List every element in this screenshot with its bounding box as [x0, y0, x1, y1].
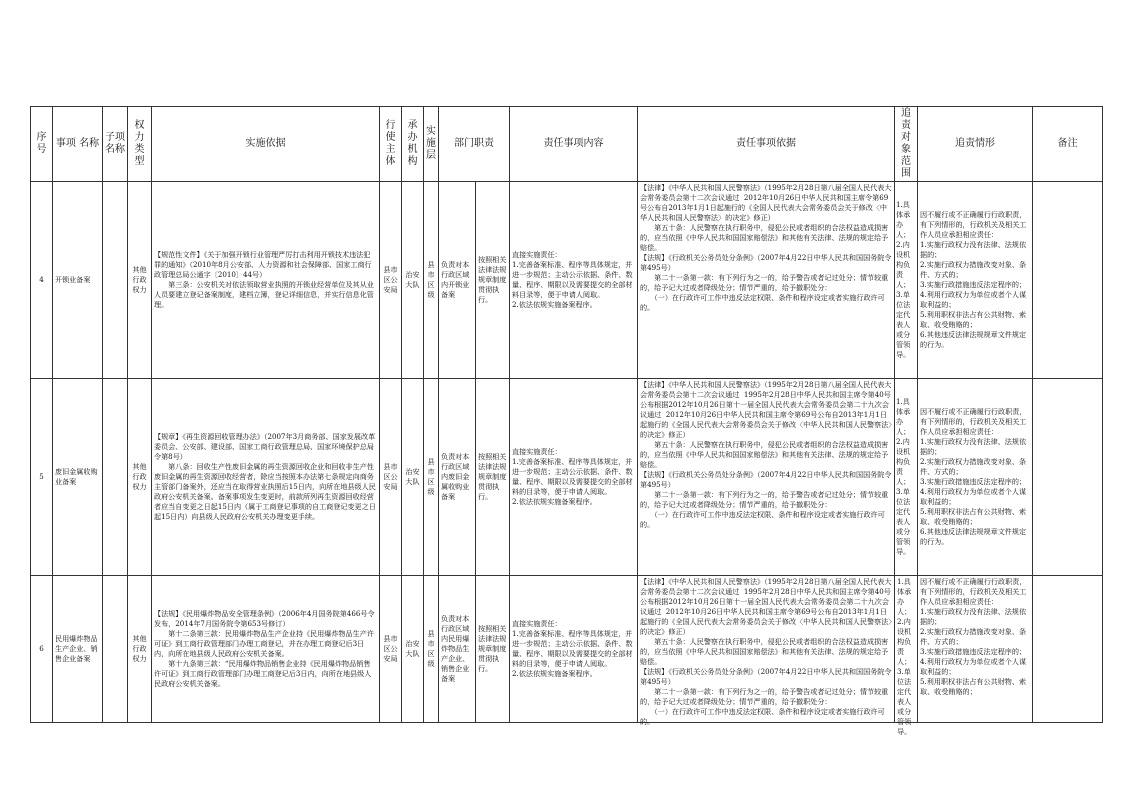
header-accountability: 追责情形 [918, 107, 1033, 182]
row-resp-basis [638, 379, 895, 576]
row-resp-basis-text: 【法律】《中华人民共和国人民警察法》（1995年2月28日第八届全国人民代表大会常务委员会第十二次会议通过 1995年2月28日中华人民共和国主席令第40号公布根据2012年10月26日第十一届全国人民代表大会常务委员会第二十九次会议通过 2012年10月26日中华人民共和国主席令第69号公布自2013年1月1日起施行的《全国人民代表大会常务委员会关于修改〈中华人民共和国人民警察法〉的决定》修正） 第五十条：人民警察在执行职务中，侵犯公民或者组织的合法权益造成损害的，应当依照《中华人民共和国国家赔偿法》和其他有关法律、法规的规定给予赔偿。 【法规】《行政机关公务员处分条例》（2007年4月22日中华人民共和国国务院令第495号） 第二十一条第一款：有下列行为之一的，给予警告或者记过处分；情节较重的，给予记大过或者降级处分；情节严重的，给予撤职处分： （一）在行政许可工作中违反法定权限、条件和程序设定或者实施行政许可的。 [640, 380, 892, 529]
row-power-type: 其他行政权力 [128, 379, 152, 576]
header-row [31, 107, 1103, 182]
row-sub-item [103, 182, 128, 379]
row-power-type: 其他行政权力 [128, 182, 152, 379]
header-remarks: 备注 [1033, 107, 1103, 182]
header-scope: 追责对象范围 [895, 107, 918, 182]
row-duty: 负责对本行政区域内废旧金属收购业备案 [439, 379, 476, 576]
row-sub-item [103, 379, 128, 576]
row-responsibility: 直接实施责任： 1.完善备案标准、程序等具体规定，并进一步规范；主动公示依据、条件、数量、程序、期限以及需要提交的全部材料的目录等，便于申请人阅取。 2.依法依规实施备案程序。 [510, 576, 638, 723]
header-power-type: 权力类型 [128, 107, 152, 182]
row-index: 6 [31, 576, 53, 723]
header-basis: 实施依据 [152, 107, 380, 182]
header-index: 序号 [31, 107, 53, 182]
row-resp-basis-text: 【法律】《中华人民共和国人民警察法》（1995年2月28日第八届全国人民代表大会常务委员会第十二次会议通过 1995年2月28日中华人民共和国主席令第40号公布根据2012年10月26日第十一届全国人民代表大会常务委员会第二十九次会议通过 2012年10月26日中华人民共和国主席令第69号公布自2013年1月1日起施行的《全国人民代表大会常务委员会关于修改〈中华人民共和国人民警察法〉的决定》修正） 第五十条：人民警察在执行职务中，侵犯公民或者组织的合法权益造成损害的，应当依照《中华人民共和国国家赔偿法》和其他有关法律、法规的规定给予赔偿。 【法规】《行政机关公务员处分条例》（2007年4月22日中华人民共和国国务院令第495号） 第二十一条第一款：有下列行为之一的，给予警告或者记过处分；情节较重的，给予记大过或者降级处分；情节严重的，给予撤职处分： （一）在行政许可工作中违反法定权限、条件和程序设定或者实施行政许可的。 [640, 577, 892, 726]
row-responsibility: 直接实施责任： 1.完善备案标准、程序等具体规定，并进一步规范；主动公示依据、条件、数量、程序、期限以及需要提交的全部材料目录等，便于申请人阅取。 2.依法依规实施备案程序。 [510, 182, 638, 379]
row-scope-text: 1.具体承办人； 2.内设机构负责人； 3.单位法定代表人或分管领导。 [897, 577, 912, 736]
row-duty-execution: 按照相关法律法规规章制度贯彻执行。 [476, 576, 510, 723]
row-scope [895, 576, 918, 736]
header-item-name: 事项 名称 [53, 107, 103, 182]
row-item-name: 废旧金属收购业备案 [53, 379, 103, 576]
row-agency: 治安大队 [402, 182, 424, 379]
row-subject: 县市区公安局 [380, 576, 402, 723]
row-level: 县市区级 [424, 182, 439, 379]
row-accountability: 因不履行或不正确履行行政职责，有下列情形的，行政机关及相关工作人员应承担相应责任： 1.实施行政权力没有法律、法规依据的； 2.实施行政权力措施改变对象、条件、方式的； 3.实施行政措施违反法定程序的； 4.利用行政权力为单位或者个人谋取利益的； 5.利用职权非法占有公共财物、索取、收受贿赂的； 6.其他违反法律法规规章文件规定的行为。 [918, 182, 1033, 379]
header-subject: 行使主体 [380, 107, 402, 182]
row-resp-basis [638, 182, 895, 379]
header-duty: 部门职责 [439, 107, 510, 182]
row-item-name: 民用爆炸物品生产企业、销售企业备案 [53, 576, 103, 723]
power-list-table [30, 106, 1103, 736]
row-resp-basis-text: 【法律】《中华人民共和国人民警察法》（1995年2月28日第八届全国人民代表大会常务委员会第十二次会议通过 2012年10月26日中华人民共和国主席令第69号公布自2013年1月1日起施行的《全国人民代表大会常务委员会关于修改〈中华人民共和国人民警察法〉的决定》修正） 第五十条：人民警察在执行职务中，侵犯公民或者组织的合法权益造成损害的，应当依照《中华人民共和国国家赔偿法》和其他有关法律、法规的规定给予赔偿。 【法规】《行政机关公务员处分条例》（2007年4月22日中华人民共和国国务院令第495号） 第二十一条第一款：有下列行为之一的，给予警告或者记过处分；情节较重的，给予记大过或者降级处分；情节严重的，给予撤职处分： （一）在行政许可工作中违反法定权限、条件和程序设定或者实施行政许可的。 [640, 183, 892, 312]
row-accountability [918, 576, 1033, 723]
table-row [31, 379, 1103, 576]
header-agency: 承办机构 [402, 107, 424, 182]
row-scope: 1.具体承办人； 2.内设机构负责人； 3.单位法定代表人或分管领导。 [895, 379, 918, 576]
row-level: 县市区级 [424, 379, 439, 576]
table-row [31, 182, 1103, 379]
row-accountability: 因不履行或不正确履行行政职责，有下列情形的，行政机关及相关工作人员应承担相应责任： 1.实施行政权力没有法律、法规依据的； 2.实施行政权力措施改变对象、条件、方式的； 3.实施行政措施违反法定程序的； 4.利用行政权力为单位或者个人谋取利益的； 5.利用职权非法占有公共财物、索取、收受贿赂的； 6.其他违反法律法规规章文件规定的行为。 [918, 379, 1033, 576]
header-sub-item: 子项名称 [103, 107, 128, 182]
row-subject: 县市区公安局 [380, 379, 402, 576]
row-level: 县市区级 [424, 576, 439, 723]
row-power-type: 其他行政权力 [128, 576, 152, 723]
row-agency: 治安大队 [402, 379, 424, 576]
header-resp-basis: 责任事项依据 [638, 107, 895, 182]
row-duty-execution: 按照相关法律法规规章制度贯彻执行。 [476, 379, 510, 576]
row-accountability-text: 因不履行或不正确履行行政职责，有下列情形的，行政机关及相关工作人员应承担相应责任： 1.实施行政权力没有法律、法规依据的； 2.实施行政权力措施改变对象、条件、方式的； 3.实施行政措施违反法定程序的； 4.利用行政权力为单位或者个人谋取利益的； 5.利用职权非法占有公共财物、索取、收受贿赂的； [920, 577, 1027, 696]
row-index: 5 [31, 379, 53, 576]
table-row [31, 576, 1103, 723]
row-duty: 负责对本行政区域内开锁业备案 [439, 182, 476, 379]
row-remarks [1033, 576, 1103, 723]
header-level: 实施层 [424, 107, 439, 182]
row-basis: 【规范性文件】《关于加强开锁行业管理严厉打击利用开锁技术违法犯罪的通知》（2010年8月公安部、人力资源和社会保障部、国家工商行政管理总局公通字〔2010〕44号） 第三条：公安机关对依法领取营业执照的开锁业经营单位及其从业人员要建立登记备案制度，建档立簿，登记详细信息，并实行信息化管理。 [152, 182, 380, 379]
row-basis: 【规章】《再生资源回收管理办法》（2007年3月商务部、国家发展改革委员会、公安部、建设部、国家工商行政管理总局、国家环境保护总局令第8号） 第八条：回收生产性废旧金属的再生资源回收企业和回收非生产性废旧金属的再生资源回收经营者，除应当按照本办法第七条规定向商务主管部门备案外，还应当在取得营业执照后15日内，向所在地县级人民政府公安机关备案。备案事项发生变更时，前款所列再生资源回收经营者应当自变更之日起15日内（属于工商登记事项的自工商登记变更之日起15日内）向县级人民政府公安机关办理变更手续。 [152, 379, 380, 576]
row-agency: 治安大队 [402, 576, 424, 723]
row-duty: 负责对本行政区域内民用爆炸物品生产企业、销售企业备案 [439, 576, 476, 723]
row-item-name: 开锁业备案 [53, 182, 103, 379]
row-scope: 1.具体承办人； 2.内设机构负责人； 3.单位法定代表人或分管领导。 [895, 182, 918, 379]
row-duty-execution: 按照相关法律法规规章制度贯彻执行。 [476, 182, 510, 379]
row-index: 4 [31, 182, 53, 379]
row-resp-basis [638, 576, 895, 726]
row-remarks [1033, 379, 1103, 576]
row-subject: 县市区公安局 [380, 182, 402, 379]
row-sub-item [103, 576, 128, 723]
row-responsibility: 直接实施责任： 1.完善备案标准、程序等具体规定，并进一步规范；主动公示依据、条件、数量、程序、期限以及需要提交的全部材料的目录等，便于申请人阅取。 2.依法依规实施备案程序。 [510, 379, 638, 576]
row-remarks [1033, 182, 1103, 379]
row-basis: 【法规】《民用爆炸物品安全管理条例》（2006年4月国务院第466号令发布，2014年7月国务院令第653号修订） 第十二条第三款：民用爆炸物品生产企业持《民用爆炸物品生产许可证》到工商行政管理部门办理工商登记，并在办理工商登记后3日内，向所在地县级人民政府公安机关备案。 第十九条第三款：“民用爆炸物品销售企业持《民用爆炸物品销售许可证》到工商行政管理部门办理工商登记后3日内，向所在地县级人民政府公安机关备案。 [152, 576, 380, 723]
header-responsibility: 责任事项内容 [510, 107, 638, 182]
